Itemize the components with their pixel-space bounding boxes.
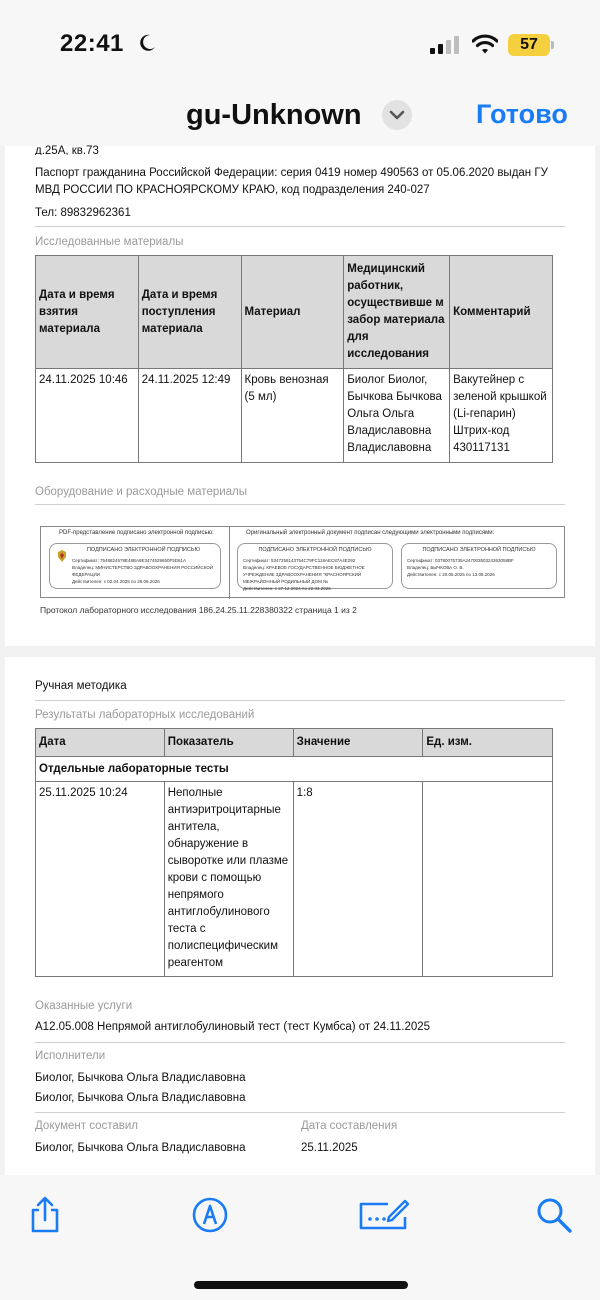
- status-time: 22:41: [60, 30, 124, 57]
- home-indicator[interactable]: [194, 1281, 408, 1289]
- electronic-signature-block: [40, 526, 565, 598]
- column-header: Дата и время поступления материала: [138, 256, 241, 369]
- search-icon[interactable]: [534, 1195, 574, 1235]
- address-line: д.25А, кв.73: [35, 145, 99, 155]
- markup-icon[interactable]: [190, 1195, 230, 1235]
- column-header: Ед. изм.: [423, 729, 553, 757]
- wifi-icon: [472, 33, 498, 55]
- divider: [35, 1042, 565, 1043]
- column-header: Материал: [241, 256, 344, 369]
- title-menu-button[interactable]: [382, 100, 412, 130]
- materials-section-title: Исследованные материалы: [35, 236, 184, 248]
- stamp-line: Действителен: с 20.05.2025 по 13.08.2026: [407, 572, 495, 577]
- results-section-title: Результаты лабораторных исследований: [35, 709, 255, 721]
- group-label: Отдельные лабораторные тесты: [36, 757, 553, 782]
- divider: [35, 504, 565, 505]
- column-header: Дата и время взятия материала: [36, 256, 139, 369]
- executor-item: Биолог, Бычкова Ольга Владиславовна: [35, 1092, 246, 1104]
- battery-indicator: 57: [508, 34, 550, 56]
- divider: [35, 226, 565, 227]
- stamp-line: Владелец: МИНИСТЕРСТВО ЗДРАВООХРАНЕНИЯ РОССИЙСКОЙ ФЕДЕРАЦИИ: [72, 565, 214, 577]
- column-header: Показатель: [164, 729, 293, 757]
- stamp-title: ПОДПИСАНО ЭЛЕКТРОННОЙ ПОДПИСЬЮ: [422, 547, 536, 553]
- method-label: Ручная методика: [35, 680, 127, 692]
- stamp-line: Сертификат: 5347258143754C79FC118AEC87A4E292: [243, 558, 356, 563]
- table-header-row: [36, 729, 553, 757]
- signature-right-header: Оригинальный электронный документ подписан следующими электронными подписями:: [246, 530, 495, 536]
- divider: [229, 527, 230, 599]
- battery-tip: [551, 41, 554, 49]
- table-header-row: [36, 256, 553, 369]
- table-row: [36, 782, 553, 977]
- stamp-line: Владелец: КРАЕВОЕ ГОСУДАРСТВЕННОЕ БЮДЖЕТНОЕ УЧРЕЖДЕНИЕ ЗДРАВООХРАНЕНИЯ "КРАСНОЯРСКИЙ МЕЖРАЙОННЫЙ РОДИЛЬНЫЙ ДОМ №: [243, 565, 365, 584]
- executors-section-title: Исполнители: [35, 1050, 106, 1062]
- executor-item: Биолог, Бычкова Ольга Владиславовна: [35, 1072, 246, 1084]
- protocol-footer: Протокол лабораторного исследования 186.24.25.11.228380322 страница 1 из 2: [40, 605, 357, 615]
- document-title[interactable]: gu-Unknown: [186, 99, 362, 131]
- bottom-toolbar: [0, 1175, 600, 1300]
- moon-icon: [137, 33, 157, 53]
- table-row: [36, 369, 553, 463]
- services-section-title: Оказанные услуги: [35, 1000, 133, 1012]
- stamp-line: Действителен: с 02.04.2025 по 26.06.2026: [72, 579, 160, 584]
- divider: [35, 1112, 565, 1113]
- stamp-title: ПОДПИСАНО ЭЛЕКТРОННОЙ ПОДПИСЬЮ: [86, 547, 201, 553]
- phone-info: Тел: 89832962361: [35, 207, 131, 219]
- composer-section-title: Документ составил: [35, 1120, 139, 1132]
- signature-stamp: [237, 543, 393, 589]
- status-bar: [0, 0, 600, 90]
- table-cell: 1:8: [293, 782, 423, 977]
- stamp-line: Сертификат: 03780075735A24700350324363058BF: [407, 558, 514, 563]
- column-header: Дата: [36, 729, 165, 757]
- annotate-icon[interactable]: [358, 1195, 410, 1235]
- table-group-row: [36, 757, 553, 782]
- chevron-down-icon: [382, 100, 412, 130]
- signal-icon: [430, 36, 462, 54]
- document-page-2: [5, 657, 595, 1175]
- table-cell: Вакутейнер с зеленой крышкой (Li-гепарин) Штрих-код 430117131: [450, 369, 553, 463]
- signature-left-header: PDF-представление подписано электронной подписью:: [59, 530, 214, 536]
- table-cell: Неполные антиэритроцитарные антитела, обнаружение в сыворотке или плазме крови с помощью непрямого антиглобулинового теста с полиспецифическим реагентом: [164, 782, 293, 977]
- share-icon[interactable]: [25, 1195, 65, 1235]
- composer-name: Биолог, Бычкова Ольга Владиславовна: [35, 1142, 246, 1154]
- signature-stamp: [401, 543, 557, 589]
- service-item: A12.05.008 Непрямой антиглобулиновый тест (тест Кумбса) от 24.11.2025: [35, 1021, 431, 1033]
- document-page-1: [5, 146, 595, 646]
- emblem-icon: [56, 549, 68, 563]
- table-cell: 24.11.2025 12:49: [138, 369, 241, 463]
- done-button[interactable]: Готово: [476, 99, 568, 129]
- composition-date: 25.11.2025: [301, 1142, 358, 1154]
- stamp-line: Сертификат: 7548824578E48BA8E3474529650F5D61A: [72, 558, 187, 563]
- column-header: Комментарий: [450, 256, 553, 369]
- divider: [35, 700, 565, 701]
- table-cell: Биолог Биолог, Бычкова Бычкова Ольга Ольга Владиславовна Владиславовна: [344, 369, 450, 463]
- stamp-title: ПОДПИСАНО ЭЛЕКТРОННОЙ ПОДПИСЬЮ: [258, 547, 372, 553]
- table-cell: [423, 782, 553, 977]
- column-header: Медицинский работник, осуществивше м забор материала для исследования: [344, 256, 450, 369]
- materials-table: [35, 255, 553, 463]
- equipment-section-title: Оборудование и расходные материалы: [35, 486, 248, 498]
- column-header: Значение: [293, 729, 423, 757]
- results-table: [35, 728, 553, 977]
- stamp-line: Действителен: с 27.12.2024 по 22.03.2026: [243, 586, 331, 591]
- table-cell: 25.11.2025 10:24: [36, 782, 165, 977]
- signature-stamp: [49, 543, 221, 589]
- passport-info: Паспорт гражданина Российской Федерации: серия 0419 номер 490563 от 05.06.2020 выдан ГУ МВД РОССИИ ПО КРАСНОЯРСКОМУ КРАЮ, код подразделения 240-027: [35, 167, 548, 196]
- table-cell: Кровь венозная (5 мл): [241, 369, 344, 463]
- navigation-bar: [0, 90, 600, 146]
- date-section-title: Дата составления: [301, 1120, 398, 1132]
- stamp-line: Владелец: БЫЧКОВА О. В.: [407, 565, 464, 570]
- table-cell: 24.11.2025 10:46: [36, 369, 139, 463]
